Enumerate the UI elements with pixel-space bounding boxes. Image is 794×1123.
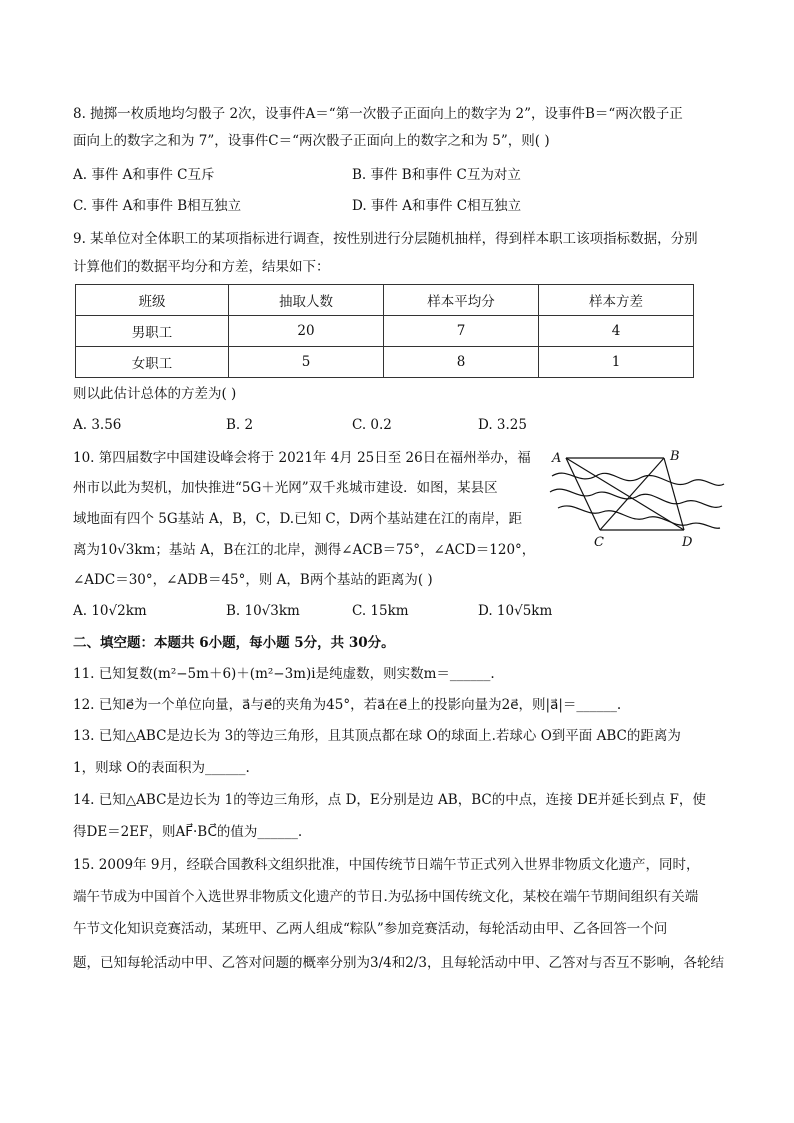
table-cell: 8 <box>384 347 539 378</box>
table-row <box>76 347 694 378</box>
q14-line2: 得DE＝2EF，则AF⃗·BC⃗的值为______. <box>73 824 303 840</box>
river-wave-line <box>550 489 722 507</box>
point-a-label: A <box>552 451 562 466</box>
q10-option-b: B. 10√3km <box>226 603 300 619</box>
q15-line1: 15. 2009年 9月，经联合国教科文组织批准，中国传统节日端午节正式列入世界非物质文化遗产，同时， <box>73 857 700 873</box>
table-cell: 1 <box>539 347 694 378</box>
q8-option-d: D. 事件 A和事件 C相互独立 <box>352 198 522 214</box>
table-header-cell: 班级 <box>76 285 229 316</box>
q10-option-a: A. 10√2km <box>73 603 147 619</box>
q8-option-a: A. 事件 A和事件 C互斥 <box>73 167 215 183</box>
q10-option-d: D. 10√5km <box>478 603 553 619</box>
q8-line2: 面向上的数字之和为 7”，设事件C＝“两次骰子正面向上的数字之和为 5”，则( ) <box>73 133 550 149</box>
point-c-label: C <box>594 535 604 550</box>
q9-option-d: D. 3.25 <box>478 417 527 433</box>
q9-data-table <box>75 284 694 378</box>
section-2-heading: 二、填空题：本题共 6小题，每小题 5分，共 30分。 <box>73 635 395 651</box>
table-header-row <box>76 285 694 316</box>
table-row <box>76 316 694 347</box>
q15-line2: 端午节成为中国首个入选世界非物质文化遗产的节日.为弘扬中国传统文化，某校在端午节期间组织有关端 <box>73 889 699 905</box>
q10-line2: 州市以此为契机，加快推进“5G＋光网”双千兆城市建设．如图，某县区 <box>73 480 498 496</box>
table-header-cell: 抽取人数 <box>229 285 384 316</box>
river-wave-line <box>558 506 720 528</box>
q13-line1: 13. 已知△ABC是边长为 3的等边三角形，且其顶点都在球 O的球面上.若球心 O到平面 ABC的距离为 <box>73 728 681 744</box>
q9-line2: 计算他们的数据平均分和方差，结果如下： <box>73 259 330 275</box>
q10-line3: 域地面有四个 5G基站 A，B，C，D.已知 C，D两个基站建在江的南岸，距 <box>73 511 523 527</box>
table-cell: 5 <box>229 347 384 378</box>
q15-line3: 午节文化知识竞赛活动，某班甲、乙两人组成“粽队”参加竞赛活动，每轮活动由甲、乙各回答一个问 <box>73 921 668 937</box>
table-cell: 男职工 <box>76 316 229 347</box>
q9-option-a: A. 3.56 <box>73 417 122 433</box>
q9-option-c: C. 0.2 <box>352 417 392 433</box>
q10-line4: 离为10√3km；基站 A，B在江的北岸，测得∠ACB＝75°，∠ACD＝120°， <box>73 542 536 558</box>
q9-option-b: B. 2 <box>226 417 254 433</box>
q10-line5: ∠ADC＝30°，∠ADB＝45°，则 A，B两个基站的距离为( ) <box>73 572 433 588</box>
q12-text: 12. 已知e⃗为一个单位向量，a⃗与e⃗的夹角为45°，若a⃗在e⃗上的投影向量为2e⃗，则|a⃗|＝______. <box>73 697 622 713</box>
table-cell: 7 <box>384 316 539 347</box>
q10-option-c: C. 15km <box>352 603 409 619</box>
q8-option-c: C. 事件 A和事件 B相互独立 <box>73 198 242 214</box>
q8-option-b: B. 事件 B和事件 C互为对立 <box>352 167 521 183</box>
point-d-label: D <box>682 535 693 550</box>
q8-line1: 8. 抛掷一枚质地均匀骰子 2次，设事件A＝“第一次骰子正面向上的数字为 2”，设事件B＝“两次骰子正 <box>73 106 683 122</box>
table-cell: 20 <box>229 316 384 347</box>
q9-question: 则以此估计总体的方差为( ) <box>73 386 237 402</box>
table-header-cell: 样本平均分 <box>384 285 539 316</box>
table-cell: 女职工 <box>76 347 229 378</box>
table-cell: 4 <box>539 316 694 347</box>
q10-line1: 10. 第四届数字中国建设峰会将于 2021年 4月 25日至 26日在福州举办，福 <box>73 450 531 466</box>
q14-line1: 14. 已知△ABC是边长为 1的等边三角形，点 D，E分别是边 AB，BC的中点，连接 DE并延长到点 F，使 <box>73 792 706 808</box>
q11-text: 11. 已知复数(m²−5m＋6)＋(m²−3m)i是纯虚数，则实数m＝______. <box>73 666 495 682</box>
table-header-cell: 样本方差 <box>539 285 694 316</box>
q13-line2: 1，则球 O的表面积为______. <box>73 760 250 776</box>
q10-geometry-figure <box>548 446 728 552</box>
segment-ad <box>566 458 684 530</box>
q9-line1: 9. 某单位对全体职工的某项指标进行调查，按性别进行分层随机抽样，得到样本职工该项指标数据，分别 <box>73 231 698 247</box>
q15-line4: 题，已知每轮活动中甲、乙答对问题的概率分别为3/4和2/3，且每轮活动中甲、乙答对与否互不影响，各轮结 <box>73 955 724 971</box>
point-b-label: B <box>670 449 680 464</box>
